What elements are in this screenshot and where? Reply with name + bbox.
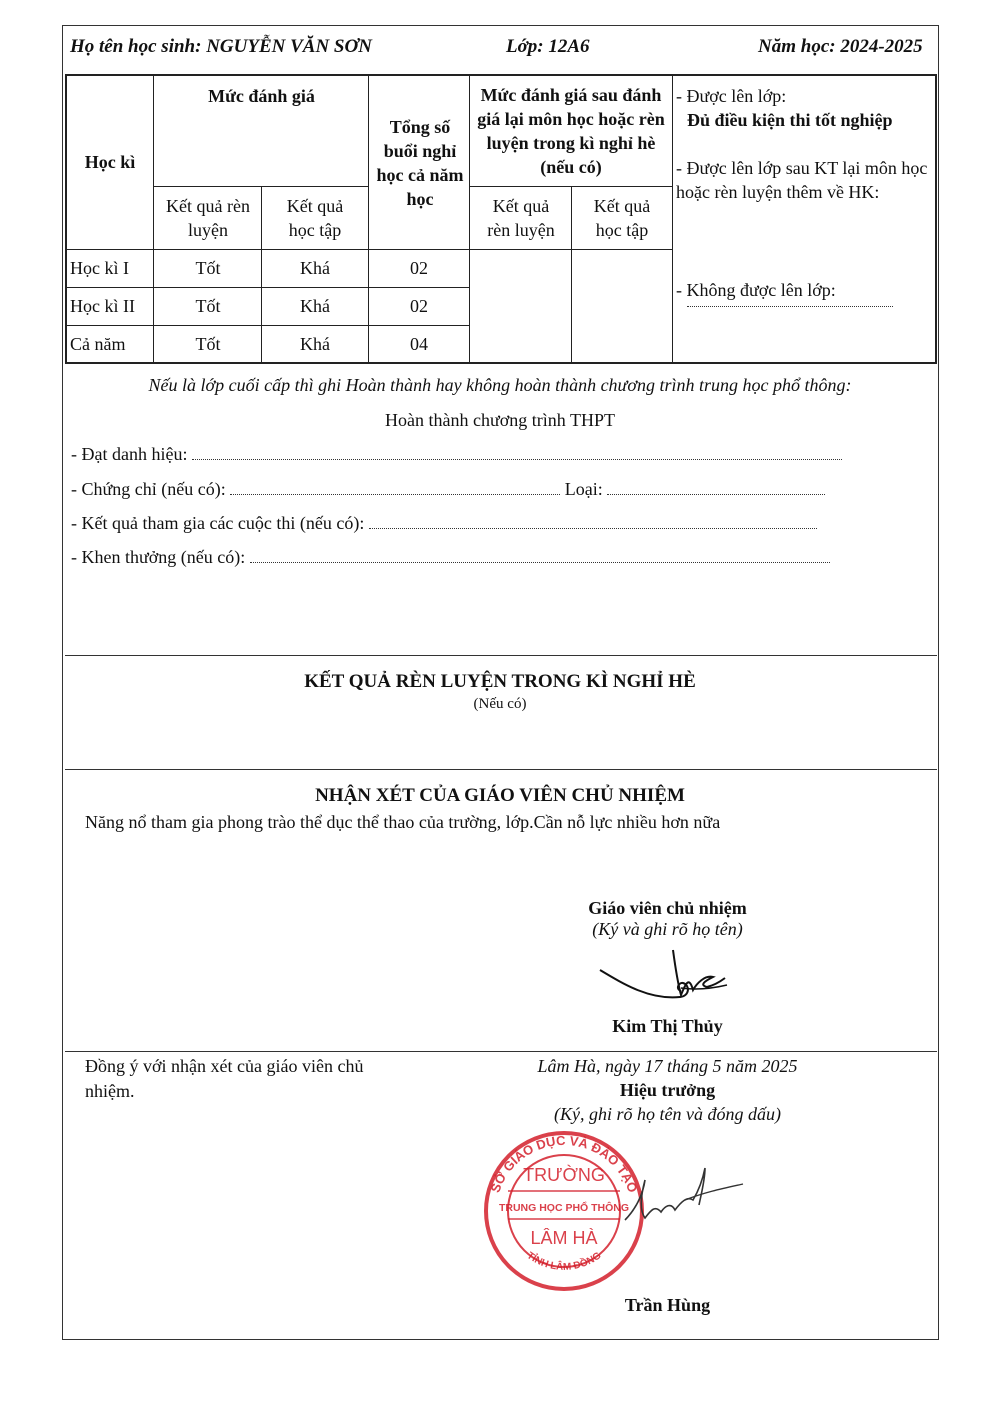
row1-absences: 02 — [410, 258, 428, 278]
title-field — [71, 444, 842, 465]
summer-title: KẾT QUẢ RÈN LUYỆN TRONG KÌ NGHỈ HÈ — [304, 671, 696, 692]
teacher-sign-note: (Ký và ghi rõ họ tên) — [592, 919, 743, 939]
completion-note: Nếu là lớp cuối cấp thì ghi Hoàn thành hay không hoàn thành chương trình trung học phổ thông: — [148, 375, 852, 395]
teacher-role: Giáo viên chủ nhiệm — [588, 898, 747, 918]
teacher-signature-block — [540, 898, 795, 940]
divider-2 — [65, 769, 937, 770]
agree-text: Đồng ý với nhận xét của giáo viên chủ nhiệm. — [85, 1056, 364, 1101]
row1-semester: Học kì I — [70, 258, 129, 278]
stamp-line1: TRƯỜNG — [523, 1165, 605, 1185]
reward-field — [71, 547, 830, 568]
certificate-label: - Chứng chỉ (nếu có): — [71, 479, 226, 499]
row2-training: Tốt — [195, 296, 221, 316]
row3-semester: Cả năm — [70, 334, 126, 354]
principal-signature-icon — [615, 1160, 750, 1240]
place-date: Lâm Hà, ngày 17 tháng 5 năm 2025 — [537, 1056, 798, 1076]
row3-absences: 04 — [410, 334, 428, 354]
student-name: Họ tên học sinh: NGUYỄN VĂN SƠN — [70, 36, 372, 57]
reward-label: - Khen thưởng (nếu có): — [71, 547, 246, 567]
completion-value: Hoàn thành chương trình THPT — [385, 410, 615, 430]
row2-absences: 02 — [410, 296, 428, 316]
stamp-outer-text: SỞ GIÁO DỤC VÀ ĐÀO TẠO — [487, 1132, 641, 1195]
principal-sign-note: (Ký, ghi rõ họ tên và đóng dấu) — [554, 1104, 781, 1124]
divider-1 — [65, 655, 937, 656]
competition-label: - Kết quả tham gia các cuộc thi (nếu có): — [71, 513, 365, 533]
col-evaluation-level: Mức đánh giá — [208, 86, 315, 106]
row1-training: Tốt — [195, 258, 221, 278]
col-re-study: Kết quả học tập — [593, 196, 651, 240]
col-training-result: Kết quả rèn luyện — [166, 196, 250, 240]
svg-text:TỈNH LÂM ĐỒNG — [525, 1250, 604, 1273]
col-re-training: Kết quả rèn luyện — [487, 196, 555, 240]
certificate-field — [71, 479, 825, 500]
comment-title: NHẬN XÉT CỦA GIÁO VIÊN CHỦ NHIỆM — [315, 785, 685, 806]
promoted-after-label: - Được lên lớp sau KT lại môn học hoặc rèn luyện thêm về HK: — [676, 158, 928, 202]
promoted-label: - Được lên lớp: — [676, 86, 787, 106]
row2-study: Khá — [300, 296, 330, 316]
competition-field — [71, 513, 817, 534]
col-total-absences: Tổng số buổi nghỉ học cả năm học — [376, 117, 464, 209]
col-reevaluation: Mức đánh giá sau đánh giá lại môn học hoặc rèn luyện trong kì nghỉ hè (nếu có) — [477, 85, 665, 177]
summer-subtitle: (Nếu có) — [473, 696, 527, 712]
not-promoted-label: - Không được lên lớp: — [676, 280, 836, 300]
stamp-bottom-text: TỈNH LÂM ĐỒNG — [524, 1250, 604, 1273]
teacher-name: Kim Thị Thủy — [612, 1016, 723, 1036]
title-label: - Đạt danh hiệu: — [71, 444, 188, 464]
school-year: Năm học: 2024-2025 — [758, 36, 923, 57]
principal-name: Trần Hùng — [624, 1295, 711, 1315]
promoted-value: Đủ điều kiện thi tốt nghiệp — [687, 110, 893, 130]
results-table — [65, 74, 937, 363]
not-promoted-dots — [687, 306, 893, 307]
principal-signature-block — [500, 1054, 835, 1126]
row3-study: Khá — [300, 334, 330, 354]
class-label: Lớp: 12A6 — [506, 36, 590, 57]
row2-semester: Học kì II — [70, 296, 135, 316]
principal-role: Hiệu trưởng — [619, 1080, 716, 1100]
divider-3 — [65, 1051, 937, 1052]
row1-study: Khá — [300, 258, 330, 278]
stamp-line2: TRUNG HỌC PHỔ THÔNG — [498, 1202, 630, 1214]
row3-training: Tốt — [195, 334, 221, 354]
col-study-result: Kết quả học tập — [286, 196, 344, 240]
comment-text: Năng nổ tham gia phong trào thể dục thể thao của trường, lớp.Cần nỗ lực nhiều hơn nữa — [85, 812, 721, 832]
teacher-signature-icon — [595, 945, 735, 1010]
type-label: Loại: — [564, 479, 603, 499]
col-semester: Học kì — [84, 152, 136, 172]
stamp-line3: LÂM HÀ — [530, 1228, 598, 1248]
